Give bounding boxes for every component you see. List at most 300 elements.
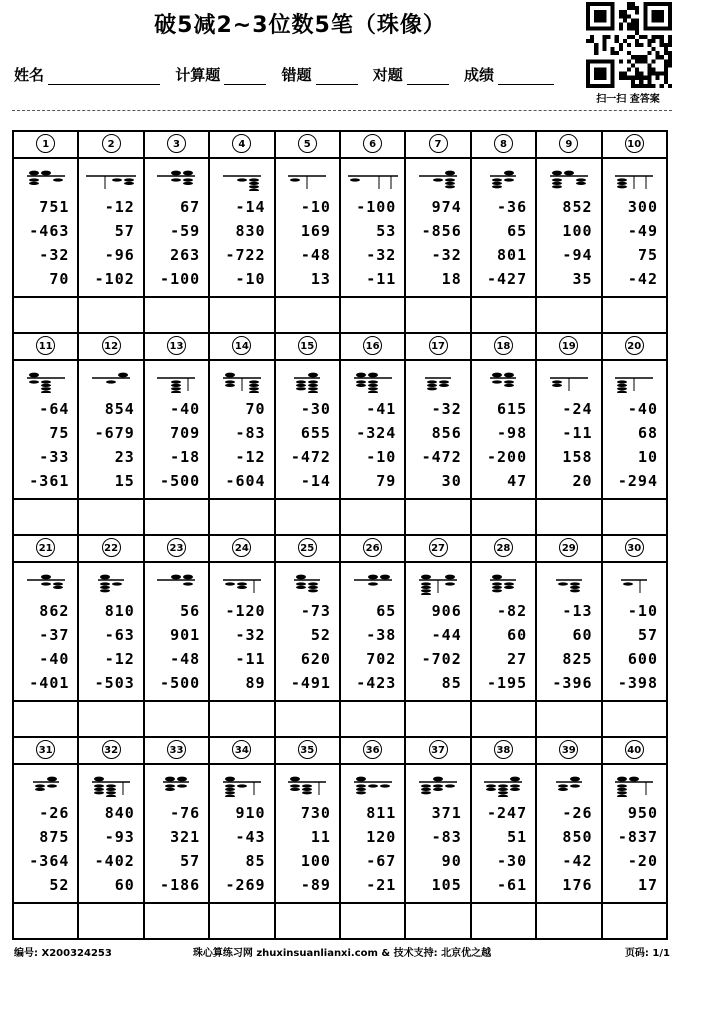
- problem-values: [276, 599, 331, 695]
- problem-value: 11: [310, 828, 331, 846]
- calc-label: 计算题: [175, 66, 221, 84]
- problem-number: 14: [232, 336, 251, 355]
- calc-field[interactable]: [224, 66, 266, 85]
- answer-box[interactable]: [536, 297, 601, 333]
- problem-value: -21: [366, 876, 397, 894]
- problem-values: [341, 397, 396, 493]
- abacus-bead-image: [472, 775, 535, 797]
- problem-number-cell: [471, 131, 536, 158]
- abacus-bead-image: [341, 573, 404, 595]
- answer-box[interactable]: [144, 499, 209, 535]
- answer-box[interactable]: [275, 701, 340, 737]
- problem-value: 65: [376, 602, 397, 620]
- problem-value: 89: [245, 674, 266, 692]
- problem-cell: [209, 764, 274, 903]
- name-field[interactable]: [48, 66, 160, 85]
- problem-cell: [275, 158, 340, 297]
- problem-value: -32: [235, 626, 266, 644]
- problem-value: -294: [617, 472, 658, 490]
- abacus-bead-image: [276, 169, 339, 191]
- problem-value: -83: [235, 424, 266, 442]
- abacus-bead-image: [472, 371, 535, 393]
- problem-value: -12: [104, 650, 135, 668]
- answer-box[interactable]: [536, 701, 601, 737]
- serial-number: 编号: X200324253: [14, 948, 112, 959]
- problem-number-cell: [340, 535, 405, 562]
- problem-cell: [13, 764, 78, 903]
- problem-value: 18: [441, 270, 462, 288]
- problem-number-cell: [78, 333, 143, 360]
- problem-number-cell: [602, 333, 667, 360]
- answer-box[interactable]: [471, 297, 536, 333]
- problem-number-cell: [78, 535, 143, 562]
- problem-cell: [602, 562, 667, 701]
- problem-value: -12: [104, 198, 135, 216]
- answer-row: [13, 903, 667, 939]
- problem-value: 856: [431, 424, 462, 442]
- answer-box[interactable]: [405, 297, 470, 333]
- problem-value: 85: [441, 674, 462, 692]
- abacus-bead-image: [276, 573, 339, 595]
- answer-box[interactable]: [209, 297, 274, 333]
- problem-value: -10: [235, 270, 266, 288]
- problem-cell: [471, 360, 536, 499]
- problem-cell: [405, 158, 470, 297]
- answer-box[interactable]: [78, 499, 143, 535]
- problem-values: [406, 801, 461, 897]
- problem-values: [210, 599, 265, 695]
- problem-number: 19: [559, 336, 578, 355]
- problem-value: -100: [160, 270, 201, 288]
- right-label: 对题: [372, 66, 403, 84]
- page-title: 破5减2~3位数5笔（珠像）: [154, 13, 446, 38]
- right-field[interactable]: [407, 66, 449, 85]
- problem-values: [14, 599, 69, 695]
- page-number: 页码: 1/1: [624, 948, 670, 959]
- problem-value: 30: [441, 472, 462, 490]
- problem-value: -472: [421, 448, 462, 466]
- problem-value: 910: [235, 804, 266, 822]
- problem-cell: [536, 764, 601, 903]
- problem-cell: [471, 158, 536, 297]
- problem-value: -43: [235, 828, 266, 846]
- problem-cell: [340, 764, 405, 903]
- problem-value: -472: [290, 448, 331, 466]
- abacus-bead-image: [79, 371, 142, 393]
- problem-value: 57: [114, 222, 135, 240]
- answer-box[interactable]: [471, 499, 536, 535]
- answer-box[interactable]: [144, 701, 209, 737]
- problem-cell: [78, 764, 143, 903]
- problem-value: -722: [225, 246, 266, 264]
- problem-value: 60: [507, 626, 528, 644]
- problem-value: 10: [637, 448, 658, 466]
- answer-box[interactable]: [471, 701, 536, 737]
- problem-value: -186: [160, 876, 201, 894]
- problem-number-cell: [405, 131, 470, 158]
- problem-cell: [471, 764, 536, 903]
- problem-number-cell: [602, 131, 667, 158]
- problem-value: -61: [497, 876, 528, 894]
- problem-cell: [602, 360, 667, 499]
- problem-number-cell: [340, 131, 405, 158]
- problem-values: [472, 195, 527, 291]
- answer-box[interactable]: [275, 903, 340, 939]
- problem-number-cell: [144, 333, 209, 360]
- problem-number: 28: [494, 538, 513, 557]
- problem-values: [145, 195, 200, 291]
- problem-value: -396: [552, 674, 593, 692]
- abacus-bead-image: [210, 169, 273, 191]
- problem-cell: [405, 360, 470, 499]
- problem-values: [537, 599, 592, 695]
- problem-number-cell: [209, 737, 274, 764]
- problem-values: [406, 599, 461, 695]
- problem-values: [79, 397, 134, 493]
- problem-cell: [209, 360, 274, 499]
- abacus-bead-image: [14, 169, 77, 191]
- problem-number: 31: [36, 740, 55, 759]
- problem-value: 810: [104, 602, 135, 620]
- problem-cell: [13, 562, 78, 701]
- abacus-bead-image: [406, 775, 469, 797]
- answer-box[interactable]: [78, 903, 143, 939]
- problem-cell: [471, 562, 536, 701]
- problem-cell: [536, 158, 601, 297]
- problem-number-cell: [78, 737, 143, 764]
- answer-box[interactable]: [275, 499, 340, 535]
- number-row: [13, 535, 667, 562]
- problem-number: 17: [429, 336, 448, 355]
- number-row: [13, 131, 667, 158]
- problem-value: -463: [29, 222, 70, 240]
- name-label: 姓名: [14, 66, 45, 84]
- problem-number-cell: [13, 535, 78, 562]
- problem-number: 33: [167, 740, 186, 759]
- problem-value: 263: [170, 246, 201, 264]
- problem-values: [603, 195, 658, 291]
- problem-values: [276, 195, 331, 291]
- problem-number: 40: [625, 740, 644, 759]
- abacus-bead-image: [14, 573, 77, 595]
- answer-box[interactable]: [13, 701, 78, 737]
- problem-value: -42: [562, 852, 593, 870]
- problem-number: 11: [36, 336, 55, 355]
- problem-number: 6: [363, 134, 382, 153]
- problem-number: 25: [298, 538, 317, 557]
- problem-number-cell: [340, 737, 405, 764]
- abacus-bead-image: [14, 775, 77, 797]
- abacus-bead-image: [341, 371, 404, 393]
- answer-box[interactable]: [536, 499, 601, 535]
- problem-number-cell: [209, 333, 274, 360]
- problem-value: -94: [562, 246, 593, 264]
- problem-number-cell: [78, 131, 143, 158]
- problem-number: 27: [429, 538, 448, 557]
- problem-value: 85: [245, 852, 266, 870]
- answer-box[interactable]: [340, 903, 405, 939]
- abacus-bead-image: [406, 169, 469, 191]
- problem-value: 70: [245, 400, 266, 418]
- problem-values: [341, 195, 396, 291]
- problem-value: -503: [94, 674, 135, 692]
- answer-box[interactable]: [340, 499, 405, 535]
- problem-value: -11: [562, 424, 593, 442]
- problem-number: 26: [363, 538, 382, 557]
- abacus-bead-image: [79, 775, 142, 797]
- problem-number-cell: [275, 333, 340, 360]
- problem-value: -82: [497, 602, 528, 620]
- problem-number-cell: [471, 737, 536, 764]
- problem-value: -10: [300, 198, 331, 216]
- problem-cell: [340, 562, 405, 701]
- problem-value: -48: [170, 650, 201, 668]
- problem-number: 16: [363, 336, 382, 355]
- problem-number: 36: [363, 740, 382, 759]
- problem-number: 7: [429, 134, 448, 153]
- problem-value: -500: [160, 674, 201, 692]
- problem-number-cell: [602, 737, 667, 764]
- answer-box[interactable]: [209, 903, 274, 939]
- problem-value: 862: [39, 602, 70, 620]
- problem-value: -247: [487, 804, 528, 822]
- problem-values: [603, 599, 658, 695]
- problem-number: 3: [167, 134, 186, 153]
- problem-value: 75: [49, 424, 70, 442]
- abacus-bead-image: [210, 775, 273, 797]
- answer-row: [13, 499, 667, 535]
- problem-number-cell: [275, 737, 340, 764]
- problem-value: 730: [300, 804, 331, 822]
- answer-box[interactable]: [78, 297, 143, 333]
- problem-value: -423: [356, 674, 397, 692]
- problem-cell: [13, 360, 78, 499]
- answer-box[interactable]: [602, 297, 667, 333]
- answer-box[interactable]: [405, 499, 470, 535]
- problem-value: -30: [497, 852, 528, 870]
- problem-value: -38: [366, 626, 397, 644]
- answer-box[interactable]: [209, 499, 274, 535]
- answer-box[interactable]: [209, 701, 274, 737]
- answer-box[interactable]: [340, 701, 405, 737]
- problem-cell: [340, 158, 405, 297]
- problem-value: 67: [180, 198, 201, 216]
- problem-value: 13: [310, 270, 331, 288]
- problem-value: -83: [431, 828, 462, 846]
- problem-value: -59: [170, 222, 201, 240]
- answer-box[interactable]: [13, 297, 78, 333]
- problem-value: -10: [366, 448, 397, 466]
- problem-value: 17: [637, 876, 658, 894]
- problem-value: -837: [617, 828, 658, 846]
- number-row: [13, 737, 667, 764]
- score-label: 成绩: [464, 66, 495, 84]
- problem-value: 35: [572, 270, 593, 288]
- qr-code-icon: [586, 2, 672, 88]
- wrong-field[interactable]: [316, 66, 358, 85]
- problem-value: 56: [180, 602, 201, 620]
- abacus-bead-image: [537, 573, 600, 595]
- problem-value: -49: [627, 222, 658, 240]
- abacus-bead-image: [472, 169, 535, 191]
- problem-values: [341, 599, 396, 695]
- answer-box[interactable]: [471, 903, 536, 939]
- problem-number-cell: [471, 333, 536, 360]
- problem-value: -427: [487, 270, 528, 288]
- problem-value: 52: [310, 626, 331, 644]
- problem-number: 1: [36, 134, 55, 153]
- problem-value: 60: [114, 876, 135, 894]
- problem-number-cell: [536, 737, 601, 764]
- problem-cell: [405, 764, 470, 903]
- abacus-bead-image: [79, 169, 142, 191]
- problem-values: [603, 397, 658, 493]
- abacus-bead-image: [537, 371, 600, 393]
- problem-value: 615: [497, 400, 528, 418]
- problem-number: 12: [102, 336, 121, 355]
- answer-box[interactable]: [78, 701, 143, 737]
- problem-value: -93: [104, 828, 135, 846]
- problem-number: 10: [625, 134, 644, 153]
- answer-box[interactable]: [536, 903, 601, 939]
- problem-values: [14, 397, 69, 493]
- problem-value: 158: [562, 448, 593, 466]
- answer-box[interactable]: [144, 903, 209, 939]
- answer-box[interactable]: [602, 499, 667, 535]
- problem-value: -195: [487, 674, 528, 692]
- problem-value: -402: [94, 852, 135, 870]
- problem-value: 875: [39, 828, 70, 846]
- problem-values: [537, 397, 592, 493]
- score-field[interactable]: [498, 66, 554, 85]
- answer-box[interactable]: [405, 903, 470, 939]
- problem-number-cell: [144, 737, 209, 764]
- problem-values: [145, 599, 200, 695]
- problem-value: 90: [441, 852, 462, 870]
- problem-number: 30: [625, 538, 644, 557]
- problem-number-cell: [13, 131, 78, 158]
- problem-values: [406, 397, 461, 493]
- abacus-bead-image: [145, 169, 208, 191]
- problem-number: 13: [167, 336, 186, 355]
- abacus-bead-image: [603, 371, 666, 393]
- problem-number-cell: [471, 535, 536, 562]
- problem-values: [79, 195, 134, 291]
- problem-row: [13, 158, 667, 297]
- answer-box[interactable]: [275, 297, 340, 333]
- abacus-bead-image: [603, 775, 666, 797]
- abacus-bead-image: [276, 371, 339, 393]
- problem-value: 974: [431, 198, 462, 216]
- problem-values: [537, 801, 592, 897]
- problem-value: -500: [160, 472, 201, 490]
- problem-value: -20: [627, 852, 658, 870]
- problem-values: [145, 801, 200, 897]
- problem-value: 830: [235, 222, 266, 240]
- problem-number-cell: [405, 737, 470, 764]
- problem-cell: [340, 360, 405, 499]
- problem-value: -40: [39, 650, 70, 668]
- problem-value: -364: [29, 852, 70, 870]
- student-info-row: [14, 64, 564, 85]
- problem-value: -32: [431, 246, 462, 264]
- problem-value: -63: [104, 626, 135, 644]
- problem-number-cell: [13, 333, 78, 360]
- problem-value: 60: [572, 626, 593, 644]
- problem-number: 34: [232, 740, 251, 759]
- problem-value: -401: [29, 674, 70, 692]
- problem-value: -491: [290, 674, 331, 692]
- problem-number-cell: [13, 737, 78, 764]
- qr-caption: 扫一扫 查答案: [596, 94, 660, 105]
- problem-value: -18: [170, 448, 201, 466]
- abacus-bead-image: [603, 573, 666, 595]
- problem-value: -324: [356, 424, 397, 442]
- problem-value: -44: [431, 626, 462, 644]
- problem-cell: [275, 360, 340, 499]
- problem-number: 8: [494, 134, 513, 153]
- site-credit: 珠心算练习网 zhuxinsuanlianxi.com & 技术支持: 北京优之越: [192, 948, 492, 959]
- problem-value: 852: [562, 198, 593, 216]
- problem-number: 37: [429, 740, 448, 759]
- problem-number: 15: [298, 336, 317, 355]
- abacus-bead-image: [603, 169, 666, 191]
- problem-value: -96: [104, 246, 135, 264]
- problem-values: [537, 195, 592, 291]
- answer-box[interactable]: [13, 499, 78, 535]
- answer-box[interactable]: [13, 903, 78, 939]
- problem-values: [145, 397, 200, 493]
- problem-value: -64: [39, 400, 70, 418]
- problem-value: 906: [431, 602, 462, 620]
- problem-value: -32: [366, 246, 397, 264]
- answer-box[interactable]: [340, 297, 405, 333]
- problem-cell: [209, 562, 274, 701]
- abacus-bead-image: [406, 371, 469, 393]
- problem-number: 29: [559, 538, 578, 557]
- abacus-bead-image: [472, 573, 535, 595]
- problem-value: -26: [562, 804, 593, 822]
- answer-row: [13, 701, 667, 737]
- answer-box[interactable]: [405, 701, 470, 737]
- problem-cell: [78, 158, 143, 297]
- problem-value: -89: [300, 876, 331, 894]
- answer-box[interactable]: [602, 903, 667, 939]
- problem-value: 51: [507, 828, 528, 846]
- problem-value: 105: [431, 876, 462, 894]
- abacus-bead-image: [145, 775, 208, 797]
- abacus-bead-image: [145, 371, 208, 393]
- problem-value: 600: [627, 650, 658, 668]
- problem-value: 751: [39, 198, 70, 216]
- abacus-bead-image: [145, 573, 208, 595]
- problem-values: [79, 599, 134, 695]
- abacus-bead-image: [210, 371, 273, 393]
- problem-number: 24: [232, 538, 251, 557]
- problem-value: -41: [366, 400, 397, 418]
- problem-value: -604: [225, 472, 266, 490]
- problem-value: 27: [507, 650, 528, 668]
- answer-box[interactable]: [602, 701, 667, 737]
- problem-value: 100: [300, 852, 331, 870]
- problem-cell: [275, 764, 340, 903]
- answer-box[interactable]: [144, 297, 209, 333]
- problem-value: -10: [627, 602, 658, 620]
- problem-value: 57: [637, 626, 658, 644]
- abacus-bead-image: [537, 775, 600, 797]
- problem-values: [14, 801, 69, 897]
- problem-number-cell: [602, 535, 667, 562]
